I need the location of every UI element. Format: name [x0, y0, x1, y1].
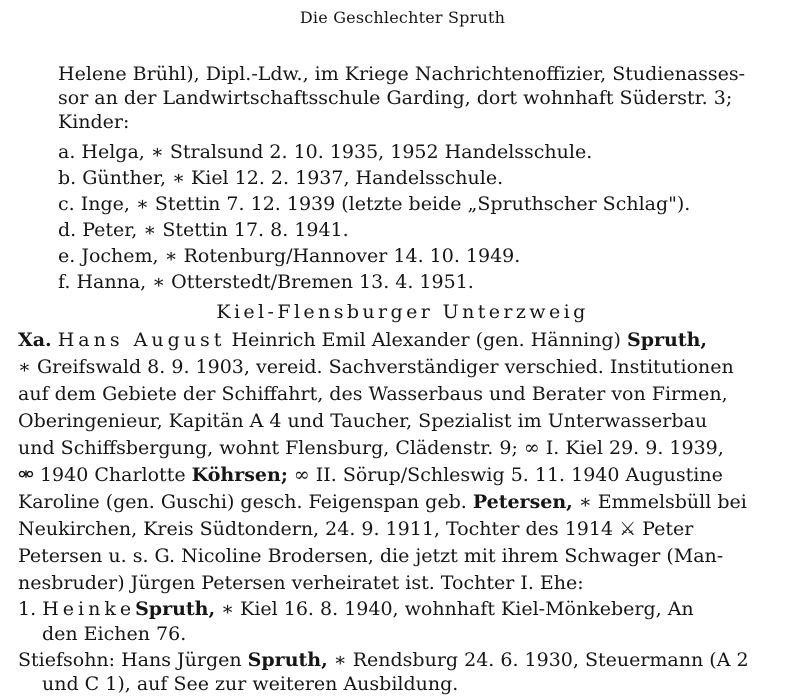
list-text: Helga, ∗ Stralsund 2. 10. 1935, 1952 Handelsschule.: [81, 141, 593, 163]
surname: Spruth,: [247, 649, 328, 671]
spaced-names: Hans August: [57, 329, 226, 351]
list-marker: e.: [58, 245, 76, 267]
entry-text: Karoline (gen. Guschi) gesch. Feigenspan geb.: [18, 491, 467, 513]
spaced-names: Heinke: [42, 598, 136, 620]
entry-text: ∗ Kiel 16. 8. 1940, wohnhaft Kiel-Mönkeberg, An: [221, 598, 694, 620]
list-marker: d.: [58, 219, 77, 241]
list-item: [58, 140, 592, 164]
list-marker: f.: [58, 271, 71, 293]
entry-text: ∗ Rendsburg 24. 6. 1930, Steuermann (A 2: [333, 649, 749, 671]
entry-text: Stiefsohn: Hans Jürgen: [18, 649, 242, 671]
entry-line: [18, 490, 747, 514]
page-header: Die Geschlechter Spruth: [299, 8, 506, 27]
entry-line: nesbruder) Jürgen Petersen verheiratet ist. Tochter I. Ehe:: [18, 572, 584, 594]
list-text: Inge, ∗ Stettin 7. 12. 1939 (letzte beide „Spruthscher Schlag").: [80, 193, 691, 215]
list-item: [58, 270, 474, 294]
list-text: Günther, ∗ Kiel 12. 2. 1937, Handelsschule.: [82, 167, 504, 189]
intro-line: sor an der Landwirtschaftsschule Garding, dort wohnhaft Süderstr. 3;: [58, 87, 733, 109]
entry-line: und Schiffsbergung, wohnt Flensburg, Clädenstr. 9; ∞ I. Kiel 29. 9. 1939,: [18, 437, 724, 459]
entry-marker: Xa.: [18, 329, 52, 351]
daughter-entry: [18, 597, 694, 621]
intro-line: Helene Brühl), Dipl.-Ldw., im Kriege Nachrichtenoffizier, Studienasses-: [58, 63, 746, 85]
stepson-entry: [18, 648, 749, 672]
entry-xa-heading: [18, 328, 707, 352]
entry-text: ∞ II. Sörup/Schleswig 5. 11. 1940 Augustine: [293, 464, 723, 486]
entry-line: den Eichen 76.: [42, 623, 187, 645]
entry-line: Neukirchen, Kreis Südtondern, 24. 9. 1911, Tochter des 1914 ⚔ Peter: [18, 518, 694, 540]
entry-line: ∗ Greifswald 8. 9. 1903, vereid. Sachverständiger verschied. Institutionen: [18, 356, 734, 378]
section-heading: Kiel-Flensburger Unterzweig: [216, 301, 589, 323]
entry-text: ∗ Emmelsbüll bei: [578, 491, 747, 513]
list-text: Hanna, ∗ Otterstedt/Bremen 13. 4. 1951.: [76, 271, 474, 293]
list-item: [58, 218, 349, 242]
list-text: Peter, ∗ Stettin 17. 8. 1941.: [82, 219, 349, 241]
surname: Petersen,: [472, 491, 573, 513]
list-text: Jochem, ∗ Rotenburg/Hannover 14. 10. 1949.: [81, 245, 521, 267]
surname: Spruth,: [135, 598, 216, 620]
entry-line: und C 1), auf See zur weiteren Ausbildung.: [42, 673, 459, 695]
surname: Köhrsen;: [191, 464, 288, 486]
entry-line: Oberingenieur, Kapitän A 4 und Taucher, Spezialist im Unterwasserbau: [18, 410, 708, 432]
entry-line: auf dem Gebiete der Schiffahrt, des Wasserbaus und Berater von Firmen,: [18, 383, 728, 405]
list-marker: b.: [58, 167, 77, 189]
surname: Spruth,: [627, 329, 708, 351]
kinder-label: Kinder:: [58, 111, 130, 133]
list-item: [58, 166, 503, 190]
entry-line: Petersen u. s. G. Nicoline Brodersen, die jetzt mit ihrem Schwager (Man-: [18, 545, 724, 567]
list-marker: c.: [58, 193, 75, 215]
entry-text: ⚮ 1940 Charlotte: [18, 464, 186, 486]
list-marker: a.: [58, 141, 76, 163]
list-item: [58, 244, 520, 268]
other-names: Heinrich Emil Alexander (gen. Hänning): [231, 329, 621, 351]
list-marker: 1.: [18, 598, 37, 620]
entry-line: [18, 463, 723, 487]
list-item: [58, 192, 690, 216]
